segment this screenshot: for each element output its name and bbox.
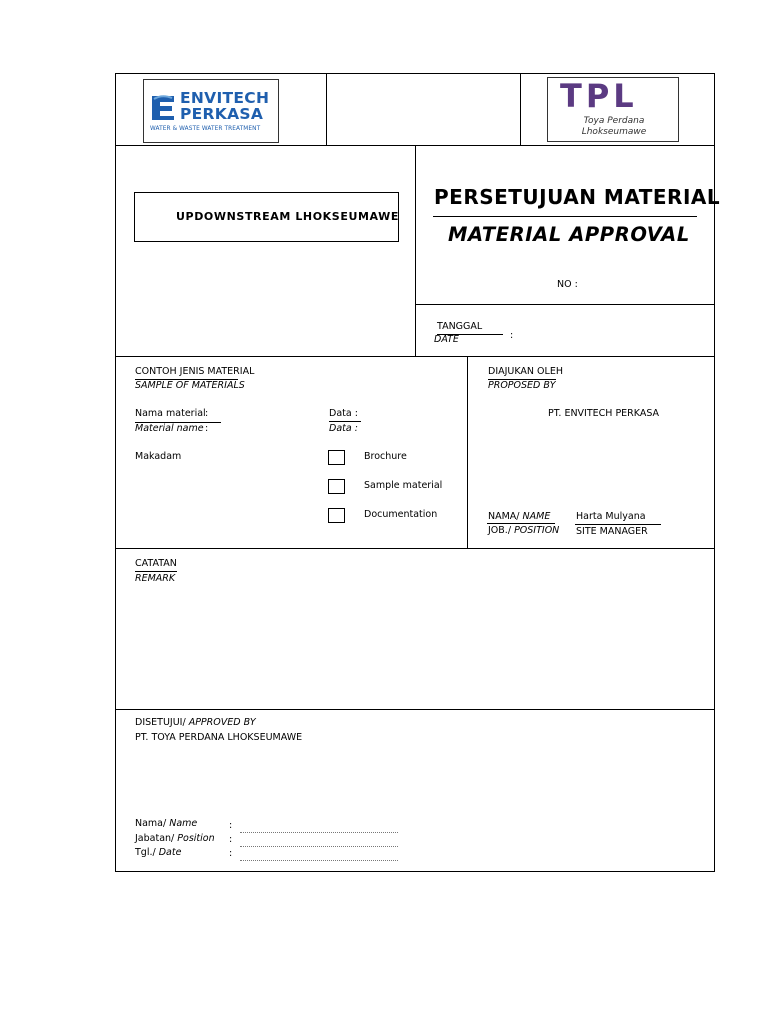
approval-date-line[interactable] bbox=[240, 860, 398, 861]
proposed-job-label-en: POSITION bbox=[514, 525, 560, 536]
header-divider-1 bbox=[326, 73, 327, 145]
approval-row-divider bbox=[115, 709, 715, 710]
approval-name-colon: : bbox=[229, 820, 233, 831]
remark-text-area[interactable] bbox=[120, 592, 710, 704]
approval-name-label-id: Nama/ bbox=[135, 818, 167, 829]
form-subtitle: MATERIAL APPROVAL bbox=[448, 223, 690, 246]
envitech-wordmark bbox=[180, 90, 269, 122]
envitech-tagline: WATER & WASTE WATER TREATMENT bbox=[150, 126, 261, 132]
sample-material-checkbox[interactable] bbox=[328, 479, 345, 494]
number-label: NO : bbox=[557, 279, 578, 290]
title-divider bbox=[415, 145, 416, 356]
materials-header: CONTOH JENIS MATERIAL bbox=[135, 366, 238, 380]
approval-name-line[interactable] bbox=[240, 832, 398, 833]
proposed-name-label bbox=[488, 511, 550, 523]
brochure-label: Brochure bbox=[364, 451, 407, 462]
title-underline bbox=[433, 216, 697, 217]
proposed-name-label-en: NAME bbox=[522, 511, 551, 522]
proposed-company: PT. ENVITECH PERKASA bbox=[548, 408, 660, 419]
material-name-label-en: Material name bbox=[135, 423, 204, 434]
sample-material-label: Sample material bbox=[364, 480, 443, 491]
approval-header bbox=[135, 717, 256, 729]
proposed-header-en: PROPOSED BY bbox=[488, 380, 556, 391]
material-value: Makadam bbox=[135, 451, 182, 462]
approval-name-label bbox=[135, 818, 197, 830]
approval-header-id: DISETUJUI/ bbox=[135, 717, 186, 728]
proposed-name-label-id: NAMA/ bbox=[488, 511, 520, 522]
project-name: UPDOWNSTREAM LHOKSEUMAWE bbox=[176, 210, 399, 223]
approval-position-colon: : bbox=[229, 834, 233, 845]
materials-row-divider bbox=[115, 356, 715, 357]
envitech-wave-icon bbox=[150, 92, 176, 122]
form-title: PERSETUJUAN MATERIAL bbox=[434, 185, 721, 209]
material-name-label: Nama material bbox=[135, 408, 206, 419]
proposed-name-value: Harta Mulyana bbox=[576, 511, 646, 522]
approval-name-label-en: Name bbox=[169, 818, 198, 829]
envitech-name-2: PERKASA bbox=[180, 105, 264, 123]
material-name-colon-en: : bbox=[205, 423, 209, 434]
proposed-name-label-underline bbox=[487, 523, 555, 524]
material-name-colon: : bbox=[205, 408, 209, 419]
proposed-job-label bbox=[488, 525, 559, 537]
approval-position-label-en: Position bbox=[177, 833, 215, 844]
remark-label: CATATAN bbox=[135, 558, 177, 572]
approval-date-colon: : bbox=[229, 848, 233, 859]
envitech-logo bbox=[143, 79, 279, 143]
proposed-name-underline bbox=[575, 524, 661, 525]
remark-row-divider bbox=[115, 548, 715, 549]
approval-header-en: APPROVED BY bbox=[188, 717, 256, 728]
documentation-label: Documentation bbox=[364, 509, 438, 520]
envitech-name: ENVITECH bbox=[180, 89, 270, 107]
approval-date-label-id: Tgl./ bbox=[135, 847, 156, 858]
date-colon: : bbox=[510, 330, 514, 341]
documentation-checkbox[interactable] bbox=[328, 508, 345, 523]
approval-position-label bbox=[135, 833, 215, 845]
brochure-checkbox[interactable] bbox=[328, 450, 345, 465]
date-row-divider bbox=[415, 304, 715, 305]
tpl-wordmark: TPL bbox=[560, 77, 638, 115]
tpl-line-1: Toya Perdana bbox=[583, 116, 645, 126]
proposed-divider bbox=[467, 356, 468, 548]
data-label: Data : bbox=[329, 408, 361, 422]
date-label-en: DATE bbox=[434, 334, 459, 345]
approval-company: PT. TOYA PERDANA LHOKSEUMAWE bbox=[135, 732, 303, 743]
data-label-en: Data : bbox=[329, 423, 358, 434]
approval-position-line[interactable] bbox=[240, 846, 398, 847]
approval-position-label-id: Jabatan/ bbox=[135, 833, 175, 844]
approval-date-label bbox=[135, 847, 181, 859]
date-label: TANGGAL bbox=[437, 321, 503, 335]
tpl-line-2: Lhokseumawe bbox=[581, 127, 647, 137]
tpl-logo bbox=[547, 77, 679, 142]
proposed-header: DIAJUKAN OLEH bbox=[488, 366, 556, 380]
remark-label-en: REMARK bbox=[135, 573, 176, 584]
proposed-job-label-id: JOB./ bbox=[488, 525, 512, 536]
approval-date-label-en: Date bbox=[158, 847, 182, 858]
header-divider-2 bbox=[520, 73, 521, 145]
proposed-job-value: SITE MANAGER bbox=[576, 526, 648, 537]
materials-header-en: SAMPLE OF MATERIALS bbox=[135, 380, 245, 391]
